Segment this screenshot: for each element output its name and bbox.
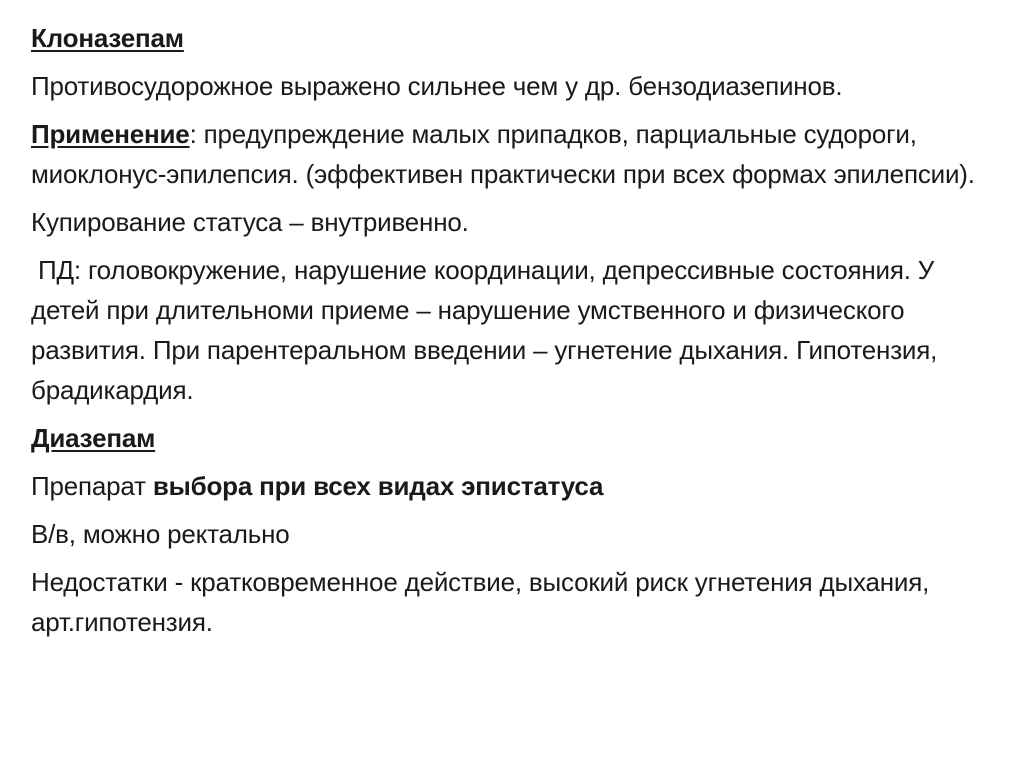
clonazepam-application (31, 114, 984, 194)
clonazepam-status-relief: Купирование статуса – внутривенно. (31, 207, 469, 237)
diazepam-drawbacks: Недостатки - кратковременное действие, высокий риск угнетения дыхания, арт.гипотензия. (31, 567, 930, 637)
choice-prefix: Препарат (31, 471, 153, 501)
clonazepam-effect: Противосудорожное выражено сильнее чем у др. бензодиазепинов. (31, 71, 843, 101)
diazepam-route: В/в, можно ректально (31, 519, 290, 549)
diazepam-choice (31, 466, 984, 506)
clonazepam-side-effects: ПД: головокружение, нарушение координации, депрессивные состояния. У детей при длительноми приеме – нарушение умственного и физического развития. При парентеральном введении – угнетение дыхания. Гипотензия, брадикардия. (31, 255, 945, 405)
diazepam-heading: Диазепам (31, 423, 156, 453)
application-text: : предупреждение малых припадков, парциальные судороги, миоклонус-эпилепсия. (эффективен практически при всех формах эпилепсии). (31, 119, 975, 189)
application-label: Применение (31, 119, 190, 149)
choice-bold: выбора при всех видах эпистатуса (152, 471, 604, 501)
clonazepam-heading: Клоназепам (31, 23, 184, 53)
